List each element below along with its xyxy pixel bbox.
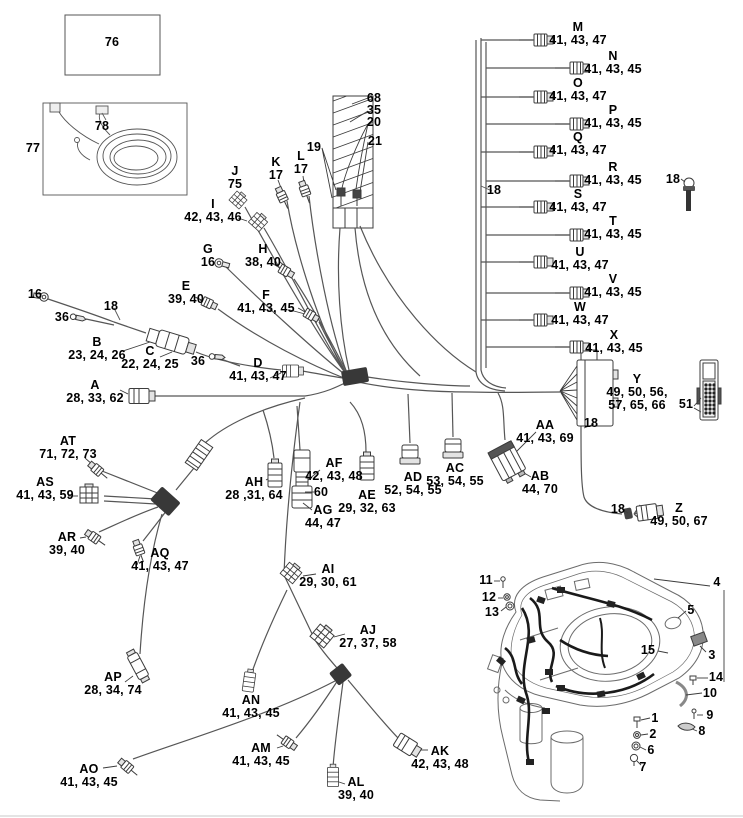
engine-callout-14: 14 — [708, 670, 724, 684]
connector-icon-w — [519, 314, 553, 326]
callout-Z: Z 49, 50, 67 — [650, 501, 708, 528]
callout-AN: AN 41, 43, 45 — [222, 693, 280, 720]
connector-icon-i — [248, 211, 269, 232]
callout-Y: Y 49, 50, 56, 57, 65, 66 — [606, 372, 668, 412]
callout-19: 19 — [306, 140, 322, 154]
connector-icon-at — [87, 460, 110, 482]
callout-AT: AT 71, 72, 73 — [39, 434, 97, 461]
engine-callout-5: 5 — [687, 603, 695, 617]
callout-76: 76 — [104, 35, 120, 49]
callout-W: W 41, 43, 47 — [551, 300, 609, 327]
callout-35: 35 — [366, 103, 382, 117]
callout-AR: AR 39, 40 — [49, 530, 85, 557]
callout-Q: Q 41, 43, 47 — [549, 130, 607, 157]
engine-callout-12: 12 — [481, 590, 497, 604]
callout-51: 51 — [678, 397, 694, 411]
engine-callout-3: 3 — [708, 648, 716, 662]
connector-icon-aj — [310, 622, 336, 648]
callout-AO: AO 41, 43, 45 — [60, 762, 118, 789]
callout-X: X 41, 43, 45 — [585, 328, 643, 355]
callout-21: 21 — [367, 134, 383, 148]
callout-B: B 23, 24, 26 — [68, 335, 126, 362]
callout-A: A 28, 33, 62 — [66, 378, 124, 405]
connector-icon-an — [242, 669, 256, 693]
callout-T: T 41, 43, 45 — [584, 214, 642, 241]
callout-18c: 18 — [583, 416, 599, 430]
callout-AM: AM 41, 43, 45 — [232, 741, 290, 768]
callout-36a: 36 — [54, 310, 70, 324]
engine-callout-13: 13 — [484, 605, 500, 619]
callout-AD: AD 52, 54, 55 — [384, 470, 442, 497]
callout-H: H 38, 40 — [245, 242, 281, 269]
connector-icon-x — [555, 341, 589, 353]
callout-AH: AH 28 ,31, 64 — [225, 475, 283, 502]
callout-18a: 18 — [103, 299, 119, 313]
engine-hardware — [501, 577, 707, 766]
engine-callout-7: 7 — [639, 760, 647, 774]
engine-callout-2: 2 — [649, 727, 657, 741]
callout-S: S 41, 43, 47 — [549, 187, 607, 214]
callout-18e: 18 — [665, 172, 681, 186]
callout-U: U 41, 43, 47 — [551, 245, 609, 272]
callout-20: 20 — [366, 115, 382, 129]
callout-AL: AL 39, 40 — [338, 775, 374, 802]
connector-icon-ac — [443, 439, 463, 458]
engine-callout-9: 9 — [706, 708, 714, 722]
callout-18d: 18 — [610, 502, 626, 516]
callout-P: P 41, 43, 45 — [584, 103, 642, 130]
callout-G: G 16 — [200, 242, 216, 269]
callout-E: E 39, 40 — [168, 279, 204, 306]
engine-callout-1: 1 — [651, 711, 659, 725]
inset-box-77-cable-coil — [43, 103, 187, 195]
callout-O: O 41, 43, 47 — [549, 76, 607, 103]
connector-icon-al — [327, 764, 338, 786]
callout-AB: AB 44, 70 — [522, 469, 558, 496]
callout-68: 68 — [366, 91, 382, 105]
callout-36b: 36 — [190, 354, 206, 368]
engine-callout-8: 8 — [698, 724, 706, 738]
callout-AQ: AQ 41, 43, 47 — [131, 546, 189, 573]
connector-icon-spade-36b — [209, 353, 225, 360]
connector-icon-g — [214, 258, 230, 270]
callout-R: R 41, 43, 45 — [584, 160, 642, 187]
connector-icon-q — [519, 146, 553, 158]
callout-18b: 18 — [486, 183, 502, 197]
engine-callout-11: 11 — [479, 573, 493, 587]
connector-icon-ad — [400, 445, 420, 464]
callout-77: 77 — [25, 141, 41, 155]
callout-16: 16 — [27, 287, 43, 301]
engine-callout-4: 4 — [713, 575, 721, 589]
connector-icon-o — [519, 91, 553, 103]
connector-icon-spade-36a — [70, 313, 87, 322]
connector-icon-as — [80, 484, 98, 503]
callout-M: M 41, 43, 47 — [549, 20, 607, 47]
callout-AF: AF 42, 43, 48 — [305, 456, 363, 483]
callout-J: J 75 — [227, 164, 243, 191]
callout-N: N 41, 43, 45 — [584, 49, 642, 76]
callout-I: I 42, 43, 46 — [184, 197, 242, 224]
callout-AC: AC 53, 54, 55 — [426, 461, 484, 488]
callout-V: V 41, 43, 45 — [584, 272, 642, 299]
engine-callout-6: 6 — [647, 743, 655, 757]
connector-icon-ao — [117, 757, 140, 779]
callout-AA: AA 41, 43, 69 — [516, 418, 574, 445]
connector-icon-k — [274, 186, 292, 211]
callout-AS: AS 41, 43, 59 — [16, 475, 74, 502]
clamp-part-18 — [681, 178, 695, 211]
connector-icon-l — [297, 180, 313, 205]
callout-AE: AE 29, 32, 63 — [338, 488, 396, 515]
connector-icon-m — [519, 34, 553, 46]
connector-icon-ar — [84, 528, 108, 549]
callout-AK: AK 42, 43, 48 — [411, 744, 469, 771]
connector-icon-u — [519, 256, 553, 268]
engine-callout-10: 10 — [702, 686, 718, 700]
callout-AG: AG 44, 47 — [305, 503, 341, 530]
callout-K: K 17 — [268, 155, 284, 182]
callout-L: L 17 — [293, 149, 309, 176]
connector-icon-s — [519, 201, 553, 213]
callout-C: C 22, 24, 25 — [121, 344, 179, 371]
terminal-tube-51 — [694, 360, 721, 420]
callout-AI: AI 29, 30, 61 — [299, 562, 357, 589]
callout-60: 60 — [313, 485, 329, 499]
callout-AP: AP 28, 34, 74 — [84, 670, 142, 697]
callout-F: F 41, 43, 45 — [237, 288, 295, 315]
engine-callout-15: 15 — [640, 643, 656, 657]
callout-D: D 41, 43, 47 — [229, 356, 287, 383]
callout-78: 78 — [94, 119, 110, 133]
connector-icon-a — [129, 389, 155, 404]
callout-AJ: AJ 27, 37, 58 — [339, 623, 397, 650]
powerhead-illustration — [488, 562, 724, 801]
